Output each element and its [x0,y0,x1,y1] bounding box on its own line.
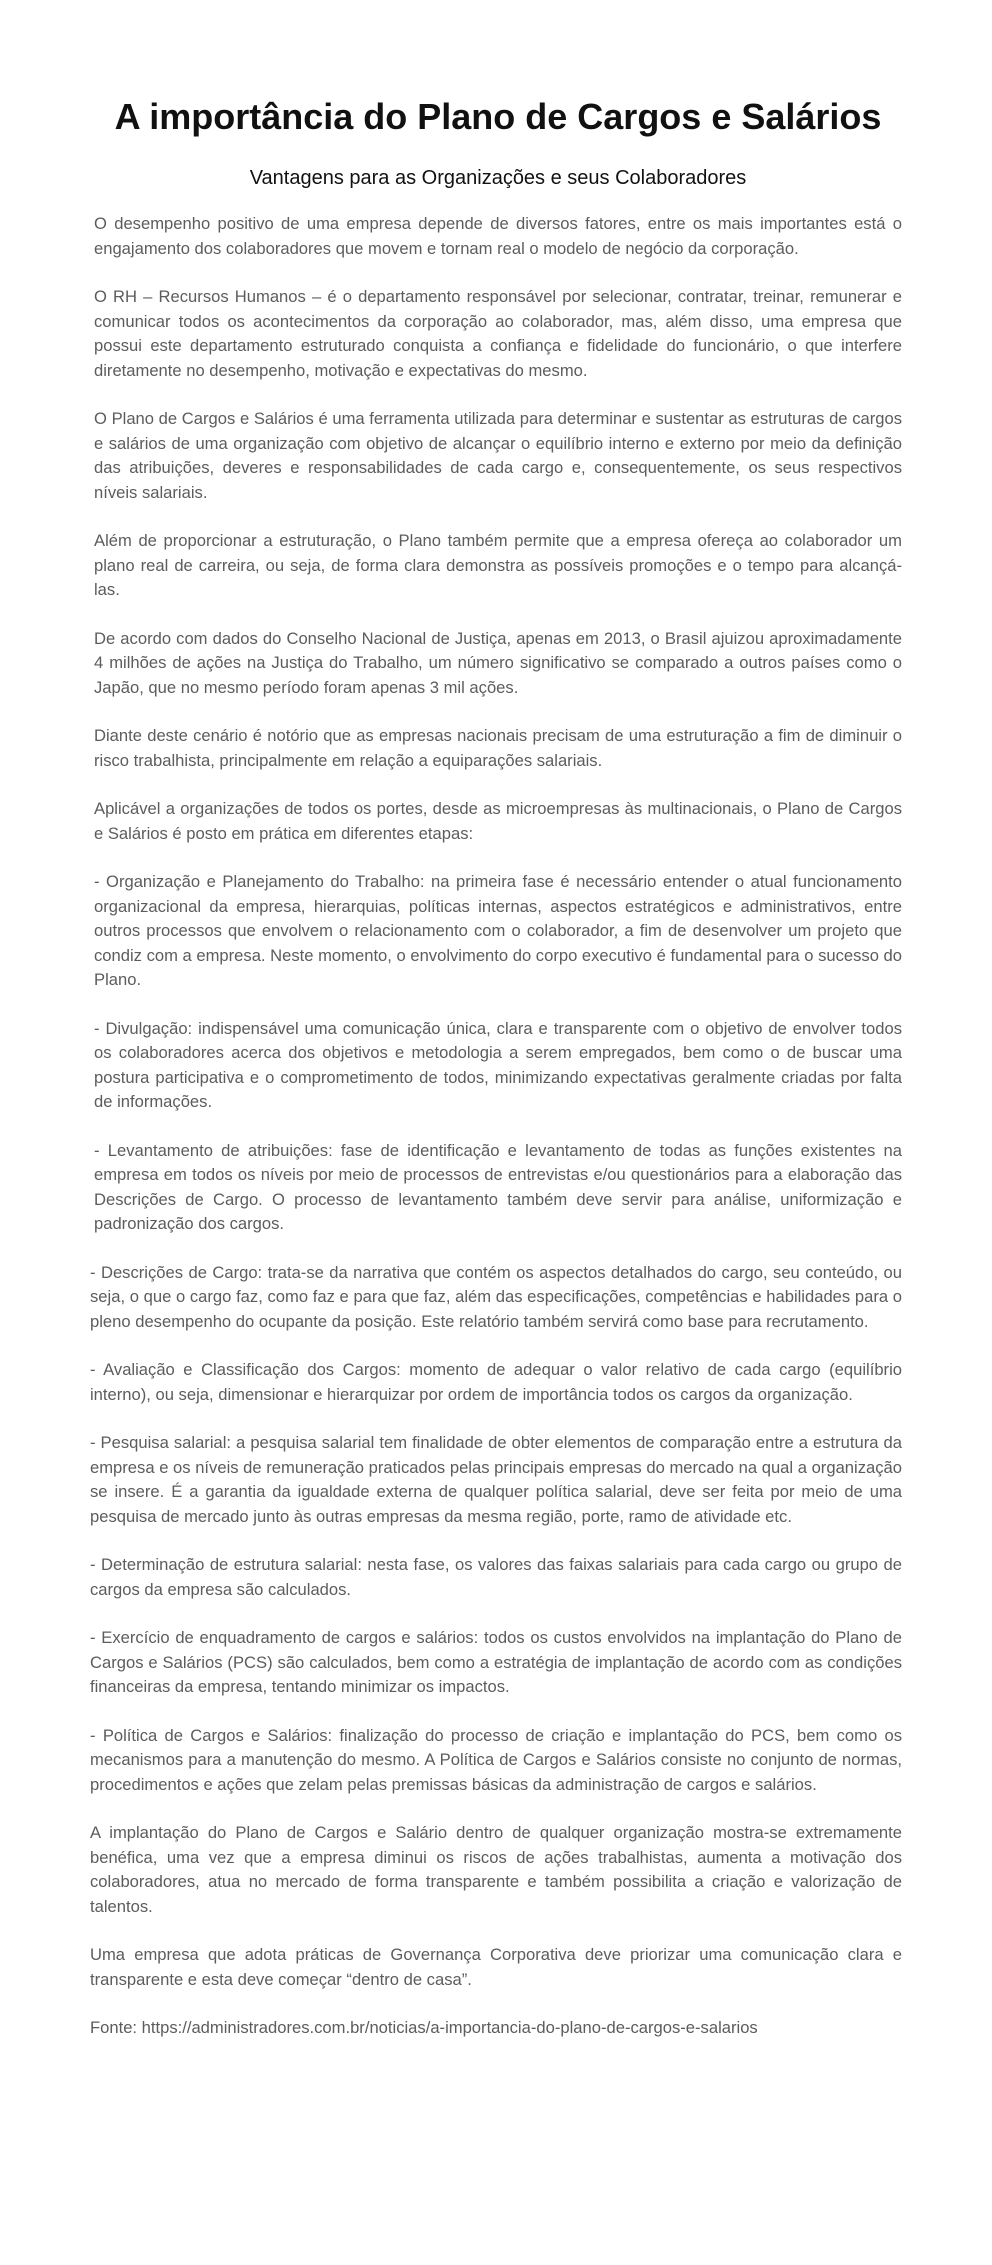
paragraph-etapa-pesquisa: - Pesquisa salarial: a pesquisa salarial tem finalidade de obter elementos de comparação entre a estrutura da empresa e os níveis de remuneração praticados pelas principais empresas do mercado na qual a organização se insere. É a garantia da igualdade externa de qualquer política salarial, deve ser feita por meio de uma pesquisa de mercado junto às outras empresas da mesma região, porte, ramo de atividade etc. [90,1433,902,1526]
paragraph-etapa-divulgacao: - Divulgação: indispensável uma comunicação única, clara e transparente com o objetivo de envolver todos os colaboradores acerca dos objetivos e metodologia a serem empregados, bem como o de buscar uma postura participativa e o comprometimento de todos, minimizando expectativas geralmente criadas por falta de informações. [94,1018,902,1111]
document-subtitle: Vantagens para as Organizações e seus Colaboradores [249,167,747,189]
paragraph-plano-carreira: Além de proporcionar a estruturação, o Plano também permite que a empresa ofereça ao colaborador um plano real de carreira, ou seja, de forma clara demonstra as possíveis promoções e o tempo para alcançá-las. [94,531,902,599]
source-citation: Fonte: https://administradores.com.br/noticias/a-importancia-do-plano-de-cargos-e-salarios [90,2018,758,2037]
paragraph-plano-definicao: O Plano de Cargos e Salários é uma ferramenta utilizada para determinar e sustentar as estruturas de cargos e salários de uma organização com objetivo de alcançar o equilíbrio interno e externo por meio da definição das atribuições, deveres e responsabilidades de cada cargo e, consequentemente, os seus respectivos níveis salariais. [94,409,902,502]
paragraph-etapa-levantamento: - Levantamento de atribuições: fase de identificação e levantamento de todas as funções existentes na empresa em todos os níveis por meio de processos de entrevistas e/ou questionários para a elaboração das Descrições de Cargo. O processo de levantamento também deve servir para análise, uniformização e padronização dos cargos. [94,1140,902,1233]
document-title: A importância do Plano de Cargos e Salários [114,96,882,137]
paragraph-dados-cnj: De acordo com dados do Conselho Nacional de Justiça, apenas em 2013, o Brasil ajuizou aproximadamente 4 milhões de ações na Justiça do Trabalho, um número significativo se comparado a outros países como o Japão, que no mesmo período foram apenas 3 mil ações. [94,628,902,697]
paragraph-etapa-enquadramento: - Exercício de enquadramento de cargos e salários: todos os custos envolvidos na implantação do Plano de Cargos e Salários (PCS) são calculados, bem como a estratégia de implantação de acordo com as condições financeiras da empresa, tentando minimizar os impactos. [90,1628,902,1696]
paragraph-rh: O RH – Recursos Humanos – é o departamento responsável por selecionar, contratar, treinar, remunerar e comunicar todos os acontecimentos da corporação ao colaborador, mas, além disso, uma empresa que possui este departamento estruturado conquista a confiança e fidelidade do funcionário, o que interfere diretamente no desempenho, motivação e expectativas do mesmo. [94,287,902,380]
paragraph-governanca: Uma empresa que adota práticas de Governança Corporativa deve priorizar uma comunicação clara e transparente e esta deve começar “dentro de casa”. [90,1945,902,1989]
paragraph-etapas-intro: Aplicável a organizações de todos os portes, desde as microempresas às multinacionais, o Plano de Cargos e Salários é posto em prática em diferentes etapas: [94,799,902,843]
paragraph-intro: O desempenho positivo de uma empresa depende de diversos fatores, entre os mais importantes está o engajamento dos colaboradores que movem e tornam real o modelo de negócio da corporação. [94,214,902,258]
paragraph-etapa-estrutura: - Determinação de estrutura salarial: nesta fase, os valores das faixas salariais para cada cargo ou grupo de cargos da empresa são calculados. [90,1555,902,1599]
paragraph-etapa-politica: - Política de Cargos e Salários: finalização do processo de criação e implantação do PCS, bem como os mecanismos para a manutenção do mesmo. A Política de Cargos e Salários consiste no conjunto de normas, procedimentos e ações que zelam pelas premissas básicas da administração de cargos e salários. [90,1725,902,1794]
paragraph-conclusao: A implantação do Plano de Cargos e Salário dentro de qualquer organização mostra-se extremamente benéfica, uma vez que a empresa diminui os riscos de ações trabalhistas, aumenta a motivação dos colaboradores, atua no mercado de forma transparente e também possibilita a criação e valorização de talentos. [90,1823,902,1916]
paragraph-etapa-organizacao: - Organização e Planejamento do Trabalho: na primeira fase é necessário entender o atual funcionamento organizacional da empresa, hierarquias, políticas internas, aspectos estratégicos e administrativos, entre outros processos que envolvem o relacionamento com o colaborador, a fim de desenvolver um projeto que condiz com a empresa. Neste momento, o envolvimento do corpo executivo é fundamental para o sucesso do Plano. [94,872,903,989]
paragraph-etapa-avaliacao: - Avaliação e Classificação dos Cargos: momento de adequar o valor relativo de cada cargo (equilíbrio interno), ou seja, dimensionar e hierarquizar por ordem de importância todos os cargos da organização. [90,1360,902,1404]
paragraph-cenario: Diante deste cenário é notório que as empresas nacionais precisam de uma estruturação a fim de diminuir o risco trabalhista, principalmente em relação a equiparações salariais. [94,726,902,770]
document-body [90,212,903,1992]
paragraph-etapa-descricoes: - Descrições de Cargo: trata-se da narrativa que contém os aspectos detalhados do cargo, seu conteúdo, ou seja, o que o cargo faz, como faz e para que faz, além das especificações, competências e habilidades para o pleno desempenho do ocupante da posição. Este relatório também servirá como base para recrutamento. [90,1262,902,1331]
